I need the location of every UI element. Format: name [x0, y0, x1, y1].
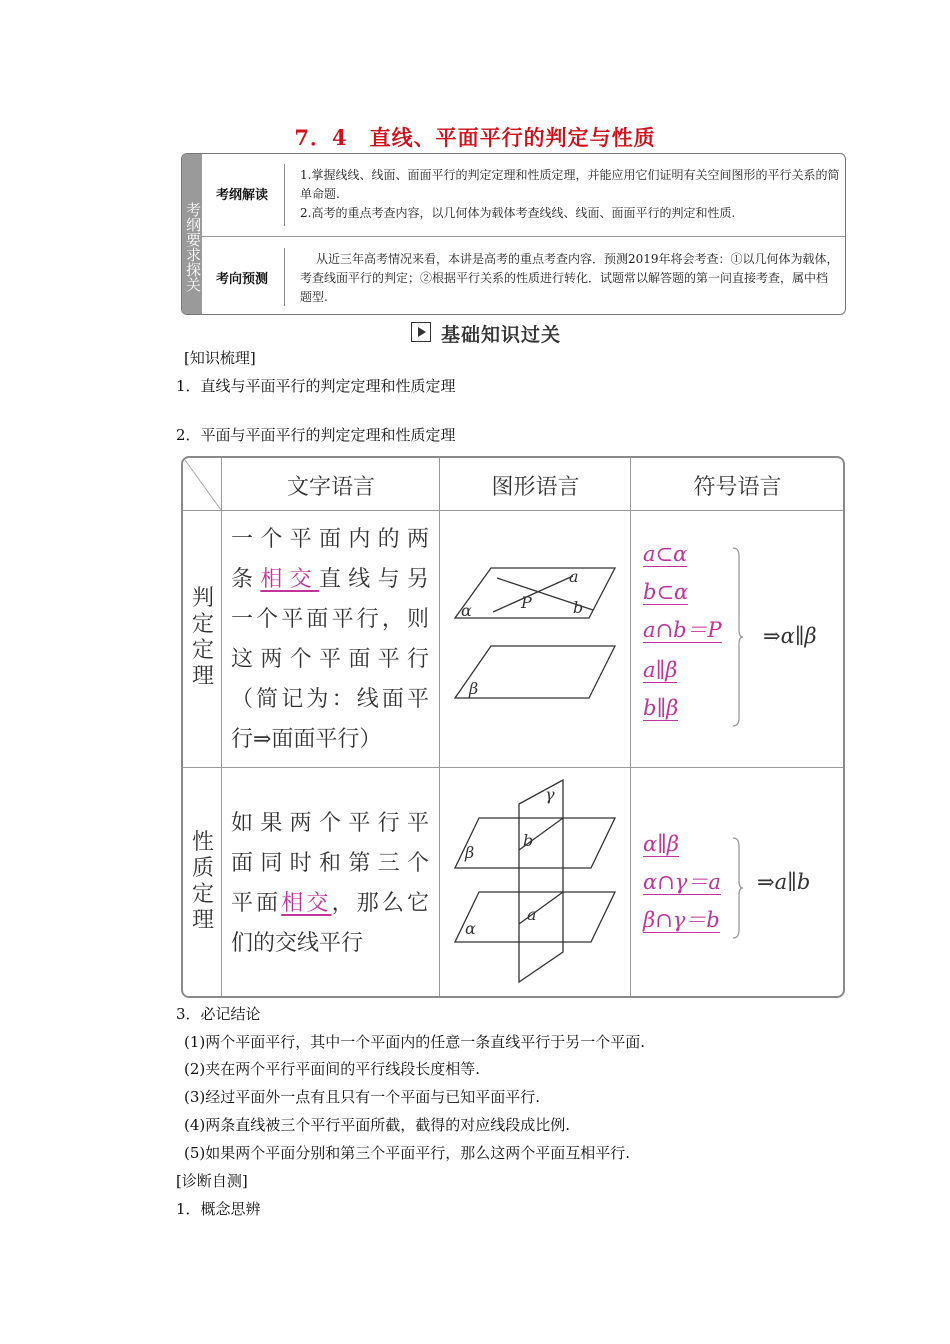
label-gamma: γ — [545, 785, 555, 804]
label-alpha: α — [465, 919, 476, 938]
determination-figure — [443, 558, 629, 718]
section-knowledge: [知识梳理] — [184, 349, 256, 367]
exam-outline-label: 考纲解读 — [216, 188, 269, 203]
text-line: 如果两个平行平 — [231, 811, 429, 836]
fill-answer-intersect: 相交 — [281, 891, 332, 916]
row-head-char: 定 — [191, 612, 214, 637]
text-line: 面同时和第三个 — [231, 851, 429, 876]
header-text-language: 文字语言 — [286, 475, 375, 500]
exam-outline-text — [300, 166, 839, 223]
symbol-line: α∩γ＝a — [643, 870, 721, 894]
row-head-char: 质 — [191, 856, 214, 881]
item-4: 1．概念思辨 — [176, 1200, 261, 1218]
text-line: 一个平面平行，则 — [231, 607, 429, 632]
exam-outline-line: 单命题. — [300, 187, 340, 201]
exam-box-divider — [284, 248, 285, 306]
property-text — [231, 804, 429, 964]
line-a — [519, 892, 563, 924]
item-2: 2．平面与平面平行的判定定理和性质定理 — [176, 426, 456, 444]
table-rule — [439, 458, 440, 996]
exam-box-side-label: 考纲要求探关 — [182, 154, 202, 314]
conclusion-3: (3)经过平面外一点有且只有一个平面与已知平面平行. — [184, 1088, 541, 1106]
row-head-char: 定 — [191, 638, 214, 663]
header-figure-language: 图形语言 — [491, 475, 580, 500]
corner-diagonal — [183, 458, 223, 512]
text-line: 行⇒面面平行） — [231, 727, 382, 752]
symbol-line: α∥β — [643, 832, 680, 856]
text-line — [231, 560, 429, 600]
row-head-char: 理 — [191, 664, 214, 689]
header-symbol-language: 符号语言 — [693, 475, 782, 500]
conclusion-1: (1)两个平面平行，其中一个平面内的任意一条直线平行于另一个平面. — [184, 1033, 646, 1051]
symbol-line: a⊂α — [643, 542, 688, 566]
property-figure — [443, 776, 629, 990]
row-head-char: 性 — [191, 830, 214, 855]
line-a — [493, 576, 573, 612]
exam-requirements-box — [181, 153, 846, 315]
section-diagnosis: [诊断自测] — [176, 1172, 248, 1190]
symbol-line: β∩γ＝b — [643, 908, 720, 932]
table-rule — [630, 458, 631, 996]
label-alpha: α — [461, 601, 472, 620]
text-line: 这两个平面平行 — [231, 647, 429, 672]
text-line: 一个平面内的两 — [231, 527, 429, 552]
label-b: b — [523, 831, 534, 850]
exam-outline-line: 2.高考的重点考查内容，以几何体为载体考查线线、线面、面面平行的判定和性质. — [300, 206, 736, 220]
label-beta: β — [469, 679, 479, 698]
item-3: 3．必记结论 — [176, 1005, 261, 1023]
plane-gamma — [519, 780, 563, 982]
determination-text — [231, 520, 429, 760]
plane-beta — [455, 646, 615, 698]
label-P: P — [521, 593, 532, 612]
text-fragment: 平面 — [231, 891, 282, 916]
determination-result: ⇒α∥β — [763, 624, 817, 648]
text-fragment: 直线与另 — [318, 567, 429, 592]
property-result: ⇒a∥b — [757, 870, 811, 894]
symbol-line: a∩b＝P — [643, 618, 722, 642]
row-head-char: 判 — [191, 586, 214, 611]
page-title: 7．4 直线、平面平行的判定与性质 — [294, 125, 656, 150]
exam-forecast-line: 考查线面平行的判定；②根据平行关系的性质进行转化．试题常以解答题的第一问直接考查，属中档 — [300, 271, 829, 285]
table-rule — [221, 458, 222, 996]
exam-forecast-label: 考向预测 — [216, 272, 269, 287]
symbol-line: b∥β — [643, 696, 679, 720]
conclusion-2: (2)夹在两个平行平面间的平行线段长度相等. — [184, 1060, 481, 1078]
fill-answer-intersect: 相交 — [260, 567, 319, 592]
symbol-line: b⊂α — [643, 580, 689, 604]
conclusion-4: (4)两条直线被三个平行平面所截，截得的对应线段成比例. — [184, 1116, 571, 1134]
text-fragment: 条 — [231, 567, 261, 592]
row-head-determination — [187, 586, 219, 690]
symbol-line: a∥β — [643, 658, 678, 682]
play-icon — [411, 322, 431, 342]
table-rule — [183, 767, 843, 768]
exam-forecast-text — [300, 250, 839, 307]
label-beta: β — [465, 843, 475, 862]
text-line: 们的交线平行 — [231, 931, 364, 956]
label-a: a — [527, 905, 537, 924]
plane-beta — [455, 818, 615, 868]
row-head-char: 理 — [191, 908, 214, 933]
row-head-char: 定 — [191, 882, 214, 907]
row-head-property — [187, 830, 219, 934]
conclusion-5: (5)如果两个平面分别和第三个平面平行，那么这两个平面互相平行. — [184, 1144, 631, 1162]
text-fragment: ，那么它 — [331, 891, 429, 916]
exam-forecast-line: 题型. — [300, 290, 328, 304]
text-line: （简记为：线面平 — [231, 687, 429, 712]
label-a: a — [569, 567, 579, 586]
banner-text: 基础知识过关 — [441, 324, 562, 346]
exam-box-separator — [202, 236, 845, 237]
item-1: 1．直线与平面平行的判定定理和性质定理 — [176, 377, 456, 395]
text-line — [231, 884, 429, 924]
theorem-table — [181, 456, 845, 998]
exam-forecast-line: 从近三年高考情况来看，本讲是高考的重点考查内容．预测2019年将会考查：①以几何体为载体， — [316, 252, 839, 266]
table-rule — [183, 510, 843, 511]
label-b: b — [573, 598, 584, 617]
exam-outline-line: 1.掌握线线、线面、面面平行的判定定理和性质定理，并能应用它们证明有关空间图形的平行关系的简 — [300, 168, 840, 182]
brace-icon — [731, 546, 745, 728]
brace-icon — [731, 836, 745, 940]
exam-box-divider — [284, 164, 285, 226]
